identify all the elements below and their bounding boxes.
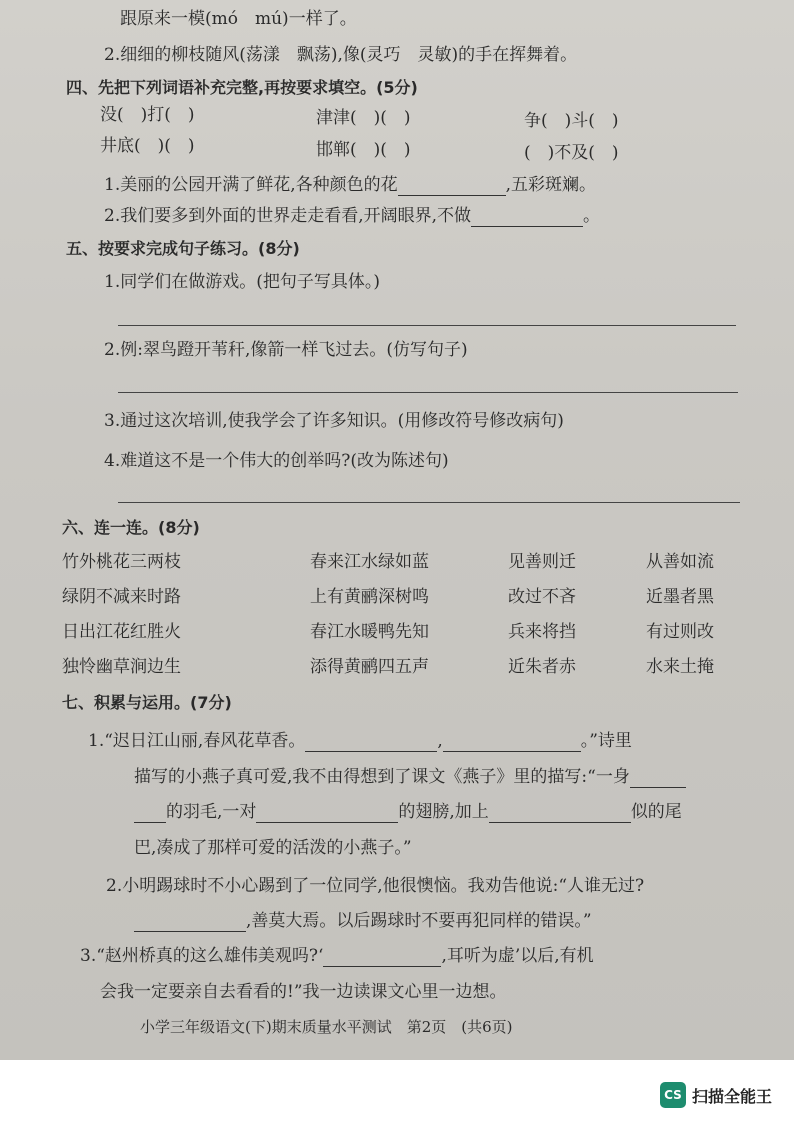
s6-col1-item[interactable]: 竹外桃花三两枝 xyxy=(62,552,181,572)
s5-q4: 4.难道这不是一个伟大的创举吗?(改为陈述句) xyxy=(104,451,449,471)
s4-q2 xyxy=(104,205,600,227)
s4-r2c3: ( )不及( ) xyxy=(524,143,619,163)
s6-col4-item[interactable]: 近墨者黑 xyxy=(646,587,714,607)
s3-line2: 2.细细的柳枝随风(荡漾 飘荡),像(灵巧 灵敏)的手在挥舞着。 xyxy=(104,45,578,65)
s4-r1c1: 没( )打( ) xyxy=(100,105,195,125)
s4-q2-blank[interactable] xyxy=(471,210,583,227)
s4-r2c1: 井底( )( ) xyxy=(100,136,195,156)
s3-line1: 跟原来一模(mó mú)一样了。 xyxy=(120,9,357,29)
s4-r1c2: 津津( )( ) xyxy=(316,108,411,128)
s5-q1-answer-line[interactable] xyxy=(118,325,736,326)
s7-q2-blank[interactable] xyxy=(134,915,246,932)
s6-col2-item[interactable]: 春江水暖鸭先知 xyxy=(310,622,429,642)
s7-q1-blank2[interactable] xyxy=(443,735,581,752)
s7-q1-line2 xyxy=(134,766,686,788)
s4-q2-text: 2.我们要多到外面的世界走走看看,开阔眼界,不做 xyxy=(104,206,472,226)
s6-col4-item[interactable]: 水来土掩 xyxy=(646,657,714,677)
s7-q1-blank5[interactable] xyxy=(489,806,631,823)
s6-col1-item[interactable]: 绿阴不减来时路 xyxy=(62,587,181,607)
s6-col4-item[interactable]: 从善如流 xyxy=(646,552,714,572)
s7-q1-blank3b[interactable] xyxy=(134,806,166,823)
s6-col3-item[interactable]: 见善则迁 xyxy=(508,552,576,572)
s7-q2-line1: 2.小明踢球时不小心踢到了一位同学,他很懊恼。我劝告他说:“人谁无过? xyxy=(106,876,645,896)
s7-q2-line2-text: ,善莫大焉。以后踢球时不要再犯同样的错误。” xyxy=(246,911,592,931)
s5-q4-answer-line[interactable] xyxy=(118,502,740,503)
s5-q3: 3.通过这次培训,使我学会了许多知识。(用修改符号修改病句) xyxy=(104,411,564,431)
page-footer: 小学三年级语文(下)期末质量水平测试 第2页 (共6页) xyxy=(140,1018,513,1036)
s7-q1-line3-b: 的翅膀,加上 xyxy=(398,802,489,822)
s7-q3-line1 xyxy=(80,945,594,967)
s6-col2-item[interactable]: 上有黄鹂深树鸣 xyxy=(310,587,429,607)
s7-q1-line3-c: 似的尾 xyxy=(630,802,682,822)
s5-q2: 2.例:翠鸟蹬开苇秆,像箭一样飞过去。(仿写句子) xyxy=(104,340,468,360)
s7-q1-comma: , xyxy=(437,731,443,751)
s4-r2c2: 邯郸( )( ) xyxy=(316,140,411,160)
s7-q1-line3 xyxy=(134,801,682,823)
s7-q1-line1 xyxy=(88,730,632,752)
s6-col2-item[interactable]: 添得黄鹂四五声 xyxy=(310,657,429,677)
s6-col3-item[interactable]: 近朱者赤 xyxy=(508,657,576,677)
s7-q3-blank[interactable] xyxy=(323,950,441,967)
s7-q1-blank1[interactable] xyxy=(305,735,437,752)
s6-col1-item[interactable]: 日出江花红胜火 xyxy=(62,622,181,642)
s7-q1-text: 1.“迟日江山丽,春风花草香。 xyxy=(88,731,306,751)
s4-q1-blank[interactable] xyxy=(398,179,506,196)
s7-q1-end: 。”诗里 xyxy=(580,731,632,751)
s7-q1-blank3[interactable] xyxy=(630,771,686,788)
s7-q1-line3-a: 的羽毛,一对 xyxy=(166,802,257,822)
s4-r1c3: 争( )斗( ) xyxy=(524,111,619,131)
s4-q1-text: 1.美丽的公园开满了鲜花,各种颜色的花 xyxy=(104,175,398,195)
s7-q3-line2: 会我一定要亲自去看看的!”我一边读课文心里一边想。 xyxy=(100,982,507,1002)
s7-q1-blank4[interactable] xyxy=(256,806,398,823)
s7-q3-text: 3.“赵州桥真的这么雄伟美观吗?‘ xyxy=(80,946,324,966)
s5-q1: 1.同学们在做游戏。(把句子写具体。) xyxy=(104,272,380,292)
section7-title: 七、积累与运用。(7分) xyxy=(62,693,232,712)
s4-q2-end: 。 xyxy=(583,206,601,226)
camscanner-brand-text: 扫描全能王 xyxy=(692,1087,773,1106)
s5-q2-answer-line[interactable] xyxy=(118,392,738,393)
s7-q2-line2 xyxy=(134,910,592,932)
section5-title: 五、按要求完成句子练习。(8分) xyxy=(66,239,300,258)
s6-col3-item[interactable]: 改过不吝 xyxy=(508,587,576,607)
s4-q1 xyxy=(104,174,596,196)
s7-q1-line2-text: 描写的小燕子真可爱,我不由得想到了课文《燕子》里的描写:“一身 xyxy=(134,767,630,787)
s7-q1-line4: 巴,凑成了那样可爱的活泼的小燕子。” xyxy=(134,838,412,858)
s7-q3-end: ,耳听为虚’以后,有机 xyxy=(441,946,594,966)
s6-col4-item[interactable]: 有过则改 xyxy=(646,622,714,642)
s4-q1-end: ,五彩斑斓。 xyxy=(505,175,597,195)
s6-col1-item[interactable]: 独怜幽草涧边生 xyxy=(62,657,181,677)
s6-col3-item[interactable]: 兵来将挡 xyxy=(508,622,576,642)
camscanner-logo-icon: CS xyxy=(660,1082,686,1108)
section4-title: 四、先把下列词语补充完整,再按要求填空。(5分) xyxy=(66,78,418,97)
s6-col2-item[interactable]: 春来江水绿如蓝 xyxy=(310,552,429,572)
section6-title: 六、连一连。(8分) xyxy=(62,518,200,537)
